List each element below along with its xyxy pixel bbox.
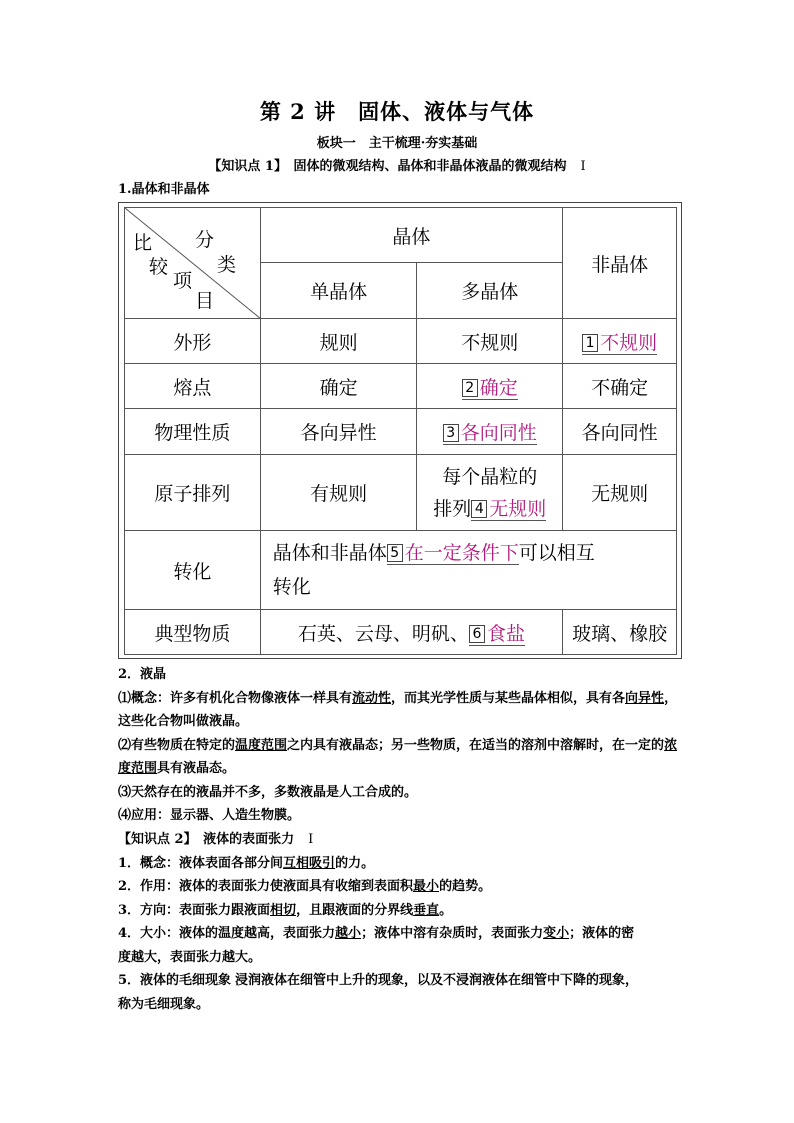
text: 5．液体的毛细现象 bbox=[118, 973, 232, 988]
header-single-crystal: 单晶体 bbox=[260, 263, 417, 319]
liquid-crystal-p1 bbox=[118, 687, 684, 734]
text: ，而其光学性质与某些晶体相似，具有各 bbox=[391, 690, 626, 706]
cell-amorphous: 各向同性 bbox=[563, 409, 677, 455]
answer-blank bbox=[462, 377, 518, 400]
header-crystal: 晶体 bbox=[260, 208, 562, 263]
row-label: 外形 bbox=[125, 319, 261, 364]
row-label: 熔点 bbox=[125, 364, 261, 409]
kp1-title-text: 【知识点 1】 固体的微观结构、晶体和非晶体液晶的微观结构 bbox=[208, 159, 567, 174]
blank-number: 4 bbox=[471, 500, 487, 518]
cell-amorphous bbox=[563, 319, 677, 364]
liquid-crystal-title: 2．液晶 bbox=[118, 667, 167, 682]
kp2-item-2 bbox=[118, 875, 684, 899]
kp2-item-1 bbox=[118, 852, 684, 876]
cell-amorphous: 无规则 bbox=[563, 455, 677, 531]
answer-text: 确定 bbox=[479, 376, 518, 399]
transform-line2: 转化 bbox=[272, 576, 311, 598]
knowledge-point-1-title bbox=[0, 155, 794, 174]
underlined-term: 互相吸引 bbox=[283, 855, 336, 871]
cell-poly-line1: 每个晶粒的 bbox=[442, 465, 538, 488]
diagonal-line bbox=[125, 208, 261, 319]
underlined-term: 垂直 bbox=[413, 902, 440, 918]
cell-crystal-examples bbox=[260, 610, 562, 655]
blank-number: 1 bbox=[582, 334, 598, 352]
header-amorphous: 非晶体 bbox=[563, 208, 677, 319]
liquid-crystal-p4: ⑷应用：显示器、人造生物膜。 bbox=[118, 808, 301, 823]
cell-poly bbox=[417, 364, 563, 409]
corner-text-d: 类 bbox=[217, 254, 237, 276]
diagonal-header-cell bbox=[125, 208, 261, 319]
underlined-term: 最小 bbox=[413, 879, 440, 894]
answer-text: 食盐 bbox=[486, 622, 525, 645]
answer-blank bbox=[443, 422, 537, 445]
row-label: 转化 bbox=[125, 531, 261, 610]
text: 4．大小：液体的温度越高，表面张力 bbox=[118, 926, 336, 941]
kp2-item-4 bbox=[118, 922, 684, 969]
text: 度越大，表面张力越大。 bbox=[118, 949, 262, 965]
blank-number: 6 bbox=[469, 625, 485, 643]
examples-prefix: 石英、云母、明矾、 bbox=[297, 622, 469, 645]
answer-blank bbox=[471, 498, 546, 521]
text: 浸润液体在细管中上升的现象，以及不浸润液体在细管中下降的现象， bbox=[235, 973, 639, 988]
text: ；液体中溶有杂质时，表面张力 bbox=[361, 926, 544, 941]
kp2-item-3 bbox=[118, 899, 684, 923]
kp2-title-text: 【知识点 2】 液体的表面张力 bbox=[118, 832, 295, 847]
cell-poly-prefix: 排列 bbox=[433, 497, 472, 520]
corner-text-c: 较 bbox=[149, 256, 169, 278]
corner-text-f: 目 bbox=[195, 290, 215, 312]
text: ，这些化合物叫做液晶。 bbox=[118, 690, 678, 729]
row-label: 原子排列 bbox=[125, 455, 261, 531]
answer-text: 无规则 bbox=[489, 497, 547, 520]
text: ；液体的密 bbox=[569, 926, 635, 941]
kp2-level: Ⅰ bbox=[308, 832, 314, 847]
row-label: 典型物质 bbox=[125, 610, 261, 655]
kp2-item-5 bbox=[118, 969, 684, 1016]
cell-amorphous: 玻璃、橡胶 bbox=[563, 610, 677, 655]
page-title: 第 2 讲 固体、液体与气体 bbox=[259, 99, 535, 124]
underlined-term: 相切 bbox=[270, 902, 297, 918]
underlined-term: 流动性 bbox=[352, 690, 392, 706]
text: ⑴概念：许多有机化合物像液体一样具有 bbox=[118, 690, 353, 706]
answer-blank bbox=[469, 623, 525, 646]
underlined-term: 温度范围 bbox=[235, 737, 288, 753]
cell-poly bbox=[417, 455, 563, 531]
answer-blank bbox=[387, 542, 519, 565]
text: 具有液晶态。 bbox=[157, 761, 236, 776]
text: 的力。 bbox=[335, 855, 375, 871]
transform-prefix: 晶体和非晶体 bbox=[272, 542, 387, 564]
answer-blank bbox=[582, 332, 657, 355]
cell-transformation bbox=[260, 531, 676, 610]
knowledge-point-2-title bbox=[118, 828, 684, 852]
cell-single: 各向异性 bbox=[260, 409, 417, 455]
cell-poly bbox=[417, 409, 563, 455]
liquid-crystal-section bbox=[118, 663, 684, 828]
liquid-crystal-p3: ⑶天然存在的液晶并不多，多数液晶是人工合成的。 bbox=[118, 784, 418, 800]
blank-number: 3 bbox=[443, 424, 459, 442]
answer-text: 不规则 bbox=[600, 331, 658, 354]
text: 3．方向：表面张力跟液面 bbox=[118, 902, 271, 918]
section-subtitle: 板块一 主干梳理·夯实基础 bbox=[316, 136, 478, 151]
text: ⑵有些物质在特定的 bbox=[118, 737, 236, 753]
text: 一定的 bbox=[625, 737, 665, 753]
blank-number: 2 bbox=[462, 379, 478, 397]
corner-text-e: 项 bbox=[173, 270, 193, 292]
cell-single: 规则 bbox=[260, 319, 417, 364]
transform-suffix: 可以相互 bbox=[518, 542, 595, 564]
section-1-heading: 1.晶体和非晶体 bbox=[118, 182, 210, 197]
comparison-table bbox=[124, 207, 677, 655]
underlined-term: 越小 bbox=[335, 926, 362, 941]
cell-amorphous: 不确定 bbox=[563, 364, 677, 409]
underlined-term: 向异性 bbox=[625, 690, 665, 706]
header-polycrystal: 多晶体 bbox=[417, 263, 563, 319]
liquid-crystal-p2 bbox=[118, 734, 684, 781]
text: 2．作用：液体的表面张力使液面具有收缩到表面积 bbox=[118, 879, 414, 894]
underlined-term: 浓度范围 bbox=[118, 737, 678, 776]
answer-text: 各向同性 bbox=[460, 422, 537, 444]
text: 。 bbox=[439, 902, 453, 918]
text: 的趋势。 bbox=[439, 879, 492, 894]
text: 称为毛细现象。 bbox=[118, 996, 210, 1012]
text: 之内具有液晶态；另一些物质，在适当的溶剂中溶解时，在 bbox=[287, 737, 626, 753]
kp1-level: Ⅰ bbox=[580, 159, 586, 174]
corner-text-b: 分 bbox=[195, 229, 215, 251]
cell-poly: 不规则 bbox=[417, 319, 563, 364]
text: ，且跟液面的分界线 bbox=[296, 902, 414, 918]
corner-text-a: 比 bbox=[133, 232, 153, 254]
cell-single: 确定 bbox=[260, 364, 417, 409]
cell-single: 有规则 bbox=[260, 455, 417, 531]
text: 1．概念：液体表面各部分间 bbox=[118, 855, 284, 871]
row-label: 物理性质 bbox=[125, 409, 261, 455]
cell-poly-line2 bbox=[421, 493, 558, 525]
answer-text: 在一定条件下 bbox=[404, 542, 519, 564]
blank-number: 5 bbox=[387, 544, 403, 562]
underlined-term: 变小 bbox=[543, 926, 570, 941]
surface-tension-section bbox=[118, 828, 684, 1016]
